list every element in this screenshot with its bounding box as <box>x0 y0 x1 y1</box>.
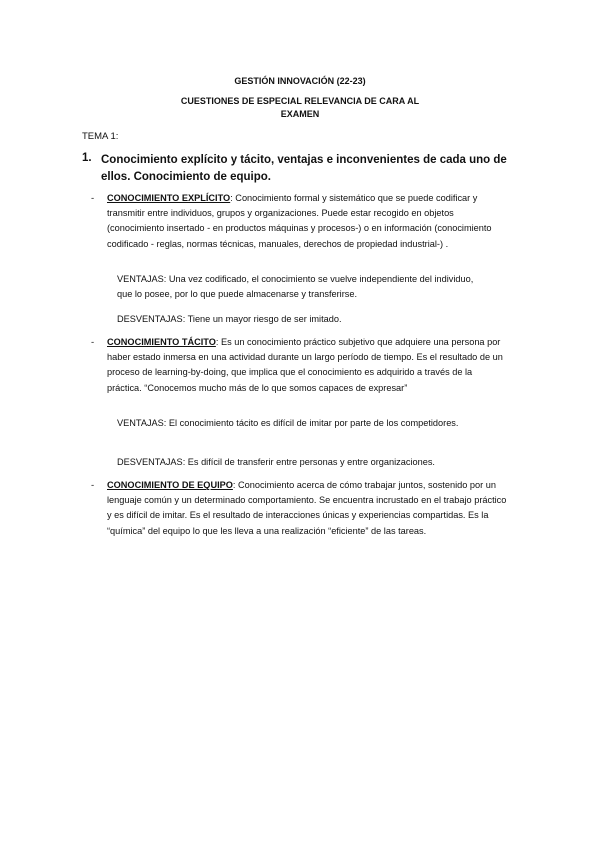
question-text: Conocimiento explícito y tácito, ventajas e inconvenientes de cada uno de ellos. Conocimiento de equipo. <box>101 154 507 183</box>
bullet-marker: - <box>91 193 95 204</box>
section-equipo <box>107 478 507 539</box>
desventajas-tacito: DESVENTAJAS: Es difícil de transferir entre personas y entre organizaciones. <box>117 457 435 467</box>
section-body: : Conocimiento formal y sistemático que se puede codificar y transmitir entre individuos, grupos y organizaciones. Puede estar recogido en objetos (conocimiento insertado - en productos máquinas y procesos-) o en información (conocimiento codificado - reglas, normas técnicas, manuales, derechos de propiedad industrial-) . <box>107 193 492 249</box>
document-subtitle-line2: EXAMEN <box>280 109 320 119</box>
document-subtitle-line1: CUESTIONES DE ESPECIAL RELEVANCIA DE CARA AL <box>180 96 420 106</box>
section-heading: CONOCIMIENTO TÁCITO <box>107 337 216 347</box>
section-explicito <box>107 191 507 252</box>
ventajas-explicito: VENTAJAS: Una vez codificado, el conocimiento se vuelve independiente del individuo, que lo posee, por lo que puede almacenarse y transferirse. <box>117 274 474 300</box>
desventajas-explicito: DESVENTAJAS: Tiene un mayor riesgo de ser imitado. <box>117 314 342 324</box>
bullet-marker: - <box>91 480 95 491</box>
question-number: 1. <box>82 152 92 164</box>
ventajas-tacito: VENTAJAS: El conocimiento tácito es difícil de imitar por parte de los competidores. <box>117 418 459 428</box>
section-body: : Conocimiento acerca de cómo trabajar juntos, sostenido por un lenguaje común y un determinado comportamiento. Se encuentra incrustado en el trabajo práctico y es difícil de imitar. Es el resultado de interacciones únicas y experiencias compartidas. Es la “química” del equipo lo que les lleva a una realización “eficiente” de las tareas. <box>107 480 507 536</box>
section-heading: CONOCIMIENTO DE EQUIPO <box>107 480 233 490</box>
section-heading: CONOCIMIENTO EXPLÍCITO <box>107 193 231 203</box>
bullet-marker: - <box>91 337 95 348</box>
tema-label: TEMA 1: <box>82 131 119 142</box>
document-title: GESTIÓN INNOVACIÓN (22-23) <box>234 76 366 86</box>
section-body: : Es un conocimiento práctico subjetivo que adquiere una persona por haber estado inmersa en una actividad durante un largo período de tiempo. Es el resultado de un proceso de learning-by-doing, que implica que el conocimiento es adquirido a través de la práctica. “Conocemos mucho más de lo que somos capaces de expresar” <box>107 337 503 393</box>
section-tacito <box>107 335 507 396</box>
